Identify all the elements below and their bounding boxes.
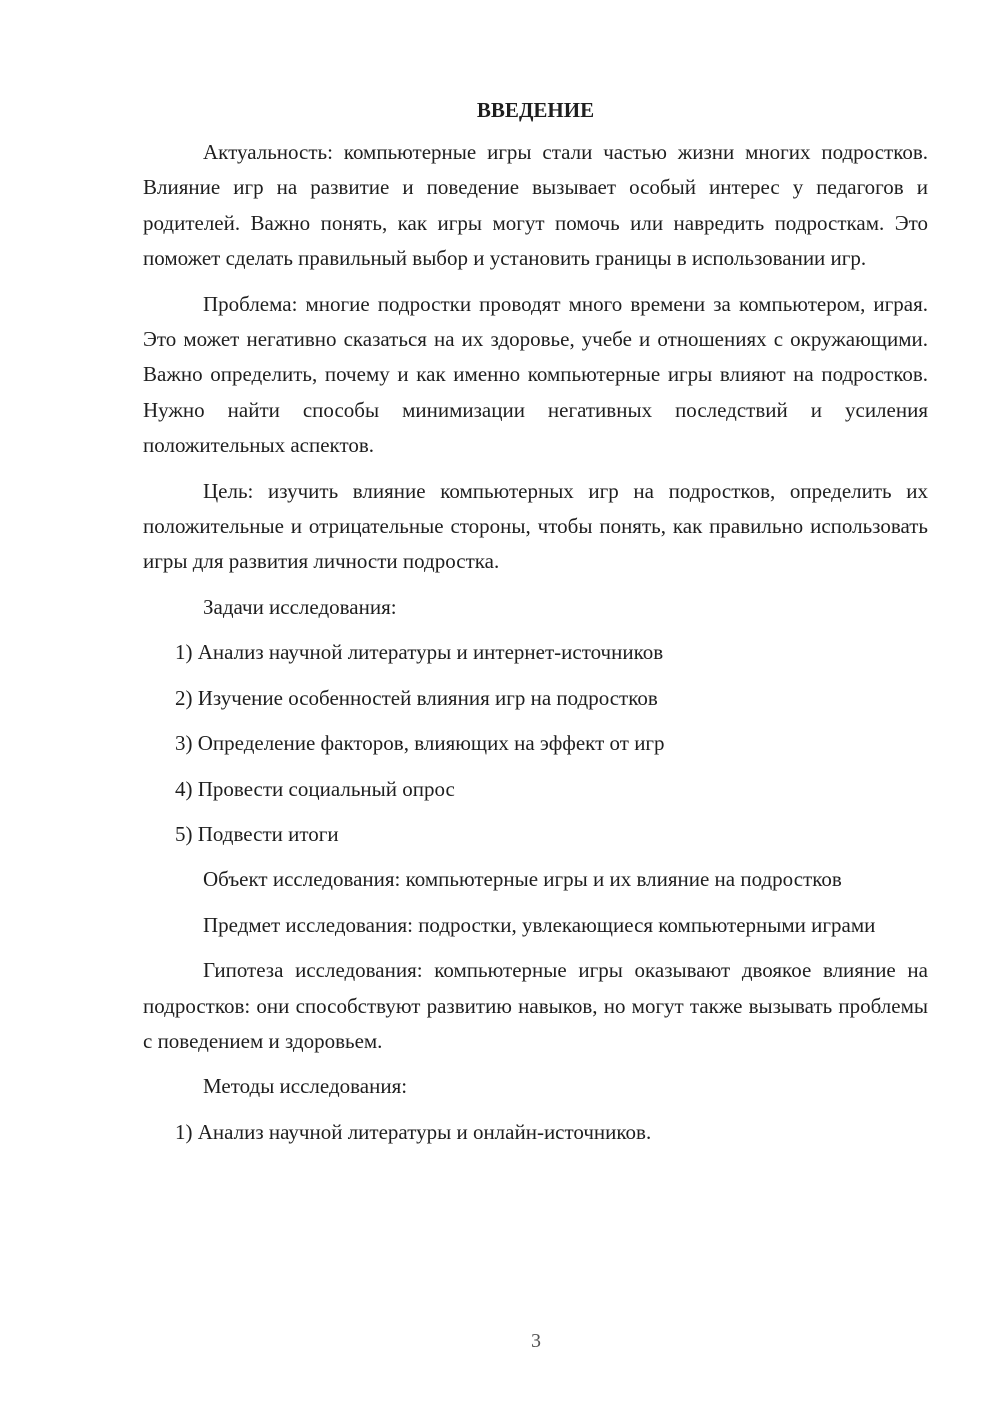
relevance-paragraph: Актуальность: компьютерные игры стали частью жизни многих подростков. Влияние игр на развитие и поведение вызывает особый интерес у педагогов и родителей. Важно понять, как игры могут помочь или навредить подросткам. Это поможет сделать правильный выбор и установить границы в использовании игр. (143, 140, 928, 271)
task-item: 2) Изучение особенностей влияния игр на подростков (175, 685, 658, 710)
task-item: 4) Провести социальный опрос (175, 776, 455, 801)
object-paragraph: Объект исследования: компьютерные игры и их влияние на подростков (203, 867, 842, 892)
document-page (143, 95, 928, 1160)
goal-paragraph: Цель: изучить влияние компьютерных игр на подростков, определить их положительные и отрицательные стороны, чтобы понять, как правильно использовать игры для развития личности подростка. (143, 478, 928, 574)
hypothesis-paragraph: Гипотеза исследования: компьютерные игры оказывают двоякое влияние на подростков: они способствуют развитию навыков, но могут также вызывать проблемы с поведением и здоровьем. (143, 958, 928, 1053)
methods-heading: Методы исследования: (203, 1074, 408, 1099)
subject-paragraph: Предмет исследования: подростки, увлекающиеся компьютерными играми (203, 912, 876, 937)
page-number: 3 (531, 1330, 541, 1352)
task-item: 3) Определение факторов, влияющих на эффект от игр (175, 731, 665, 756)
tasks-heading: Задачи исследования: (203, 594, 397, 619)
task-item: 1) Анализ научной литературы и интернет-источников (175, 640, 664, 665)
page-title: ВВЕДЕНИЕ (476, 98, 595, 122)
method-item: 1) Анализ научной литературы и онлайн-источников. (175, 1119, 652, 1144)
problem-paragraph: Проблема: многие подростки проводят много времени за компьютером, играя. Это может негативно сказаться на их здоровье, учебе и отношениях с окружающими. Важно определить, почему и как именно компьютерные игры влияют на подростков. Нужно найти способы минимизации негативных последствий и усиления положительных аспектов. (143, 291, 928, 458)
task-item: 5) Подвести итоги (175, 821, 339, 846)
